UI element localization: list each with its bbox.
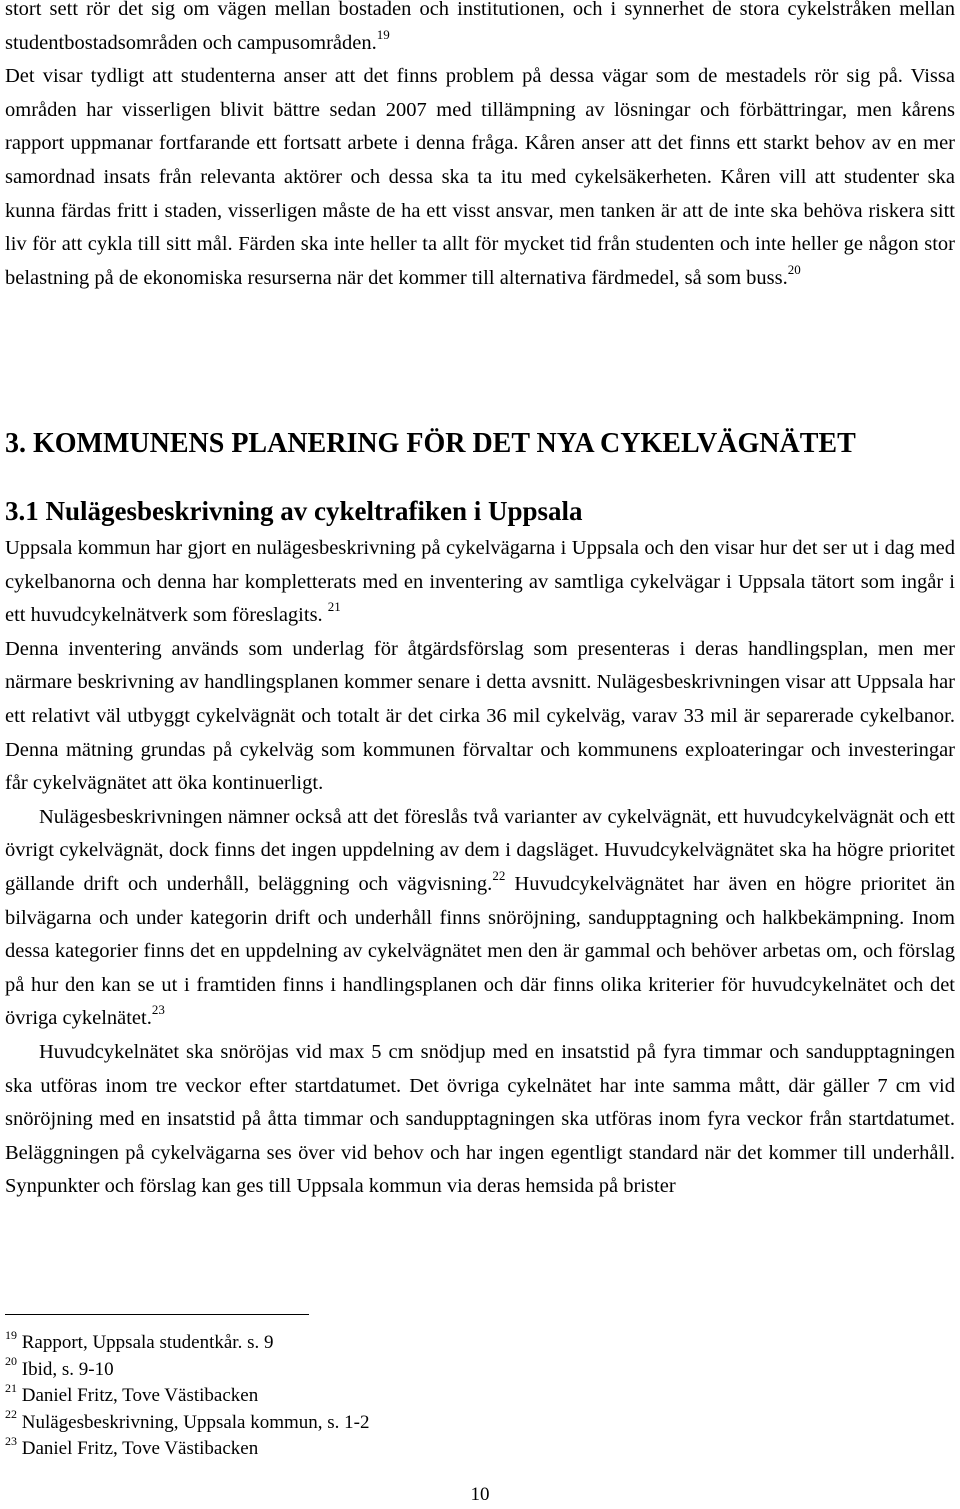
footnote-ref-19[interactable]: 19 bbox=[376, 26, 390, 42]
footnote-text: Rapport, Uppsala studentkår. s. 9 bbox=[21, 1332, 274, 1353]
footnote-number: 23 bbox=[5, 1433, 17, 1448]
paragraph-2 bbox=[5, 801, 955, 1036]
footnote-text: Nulägesbeskrivning, Uppsala kommun, s. 1-2 bbox=[21, 1411, 370, 1433]
footnotes bbox=[5, 1327, 955, 1463]
footnote bbox=[5, 1327, 955, 1357]
section-heading: 3. KOMMUNENS PLANERING FÖR DET NYA CYKELVÄGNÄTET bbox=[5, 428, 856, 459]
footnote-ref-22[interactable]: 22 bbox=[492, 868, 506, 884]
paragraph-2-text-1: Nulägesbeskrivningen nämner också att det föreslås två varianter av cykelvägnät, ett huvudcykelvägnät och ett övrigt cykelvägnät, dock finns det ingen uppdelning av dem i dagsläget. Huvudcykelvägnätet ska ha högre prioritet gällande drift och underhåll, beläggning och vägvisning. bbox=[5, 805, 955, 895]
body-text-block bbox=[5, 532, 955, 1204]
subsection-heading: 3.1 Nulägesbeskrivning av cykeltrafiken i Uppsala bbox=[5, 496, 583, 526]
footnote-text: Daniel Fritz, Tove Västibacken bbox=[21, 1385, 259, 1406]
footnote bbox=[5, 1433, 955, 1463]
footnote-number: 19 bbox=[5, 1327, 17, 1342]
footnote-number: 21 bbox=[5, 1380, 17, 1395]
paragraph-1 bbox=[5, 532, 955, 801]
intro-text-2: Det visar tydligt att studenterna anser att det finns problem på dessa vägar som de mestadels rör sig på. Vissa områden har visserligen blivit bättre sedan 2007 med tillämpning av lösningar och förbättringar, men kårens rapport uppmanar fortfarande ett fortsatt arbete i denna fråga. Kåren anser att det finns ett starkt behov av en mer samordnad insats från relevanta aktörer och dessa ska ta itu med cykelsäkerheten. Kåren vill att studenter ska kunna färdas fritt i staden, visserligen måste de ha ett visst ansvar, men tanken är att de inte ska behöva riskera sitt liv för att cykla till sitt mål. Färden ska inte heller ta allt för mycket tid från studenten och inte heller ge någon stor belastning på de ekonomiska resurserna när det kommer till alternativa färdmedel, så som buss. bbox=[5, 65, 955, 289]
footnote-number: 22 bbox=[5, 1407, 17, 1422]
paragraph-2-text-2: Huvudcykelvägnätet har även en högre prioritet än bilvägarna och under kategorin drift och underhåll finns snöröjning, sandupptagning och halkbekämpning. Inom dessa kategorier finns det en uppdelning av cykelvägnätet men den är gammal och behöver arbetas om, och förslag på hur den kan se ut i framtiden finns i handlingsplanen och där finns olika kriterier för huvudcykelnätet och det övriga cykelnätet. bbox=[5, 872, 955, 1030]
footnote-text: Daniel Fritz, Tove Västibacken bbox=[21, 1438, 259, 1459]
paragraph-3: Huvudcykelnätet ska snöröjas vid max 5 cm snödjup med en insatstid på fyra timmar och sandupptagningen ska utföras inom tre veckor efter startdatumet. Det övriga cykelnätet har inte samma mått, där gäller 7 cm vid snöröjning med en insatstid på åtta timmar och sandupptagningen ska utföras inom fyra veckor från startdatumet. Beläggningen på cykelvägarna ses över vid behov och har ingen egentligt standard när det kommer till underhåll. Synpunkter och förslag kan ges till Uppsala kommun via deras hemsida på brister bbox=[5, 1040, 955, 1198]
footnote-divider bbox=[5, 1314, 309, 1315]
footnote-number: 20 bbox=[5, 1354, 17, 1369]
intro-text-1: stort sett rör det sig om vägen mellan bostaden och institutionen, och i synnerhet de stora cykelstråken mellan studentbostadsområden och campusområden. bbox=[5, 0, 955, 54]
page-number: 10 bbox=[470, 1484, 490, 1505]
footnote bbox=[5, 1354, 955, 1384]
intro-paragraph bbox=[5, 0, 955, 295]
footnote-ref-20[interactable]: 20 bbox=[787, 261, 801, 277]
footnote bbox=[5, 1380, 955, 1410]
paragraph-1-text-1: Uppsala kommun har gjort en nulägesbeskrivning på cykelvägarna i Uppsala och den visar hur det ser ut i dag med cykelbanorna och denna har kompletterats med en inventering av samtliga cykelvägar i Uppsala tätort som ingår i ett huvudcykelnätverk som föreslagits. bbox=[5, 537, 955, 627]
intro-text-block bbox=[5, 0, 955, 295]
paragraph-1-text-2: Denna inventering används som underlag för åtgärdsförslag som presenteras i deras handlingsplan, men mer närmare beskrivning av handlingsplanen kommer senare i detta avsnitt. Nulägesbeskrivningen visar att Uppsala har ett relativt väl utbyggt cykelvägnät och totalt är det cirka 36 mil cykelväg, varav 33 mil är separerade cykelbanor. Denna mätning grundas på cykelväg som kommunen förvaltar och kommunens exploateringar och investeringar får cykelvägnätet att öka kontinuerligt. bbox=[5, 637, 955, 795]
footnote-ref-23[interactable]: 23 bbox=[151, 1002, 165, 1018]
footnote-text: Ibid, s. 9-10 bbox=[21, 1358, 114, 1380]
footnote-ref-21[interactable]: 21 bbox=[327, 599, 341, 615]
footnote bbox=[5, 1407, 955, 1437]
